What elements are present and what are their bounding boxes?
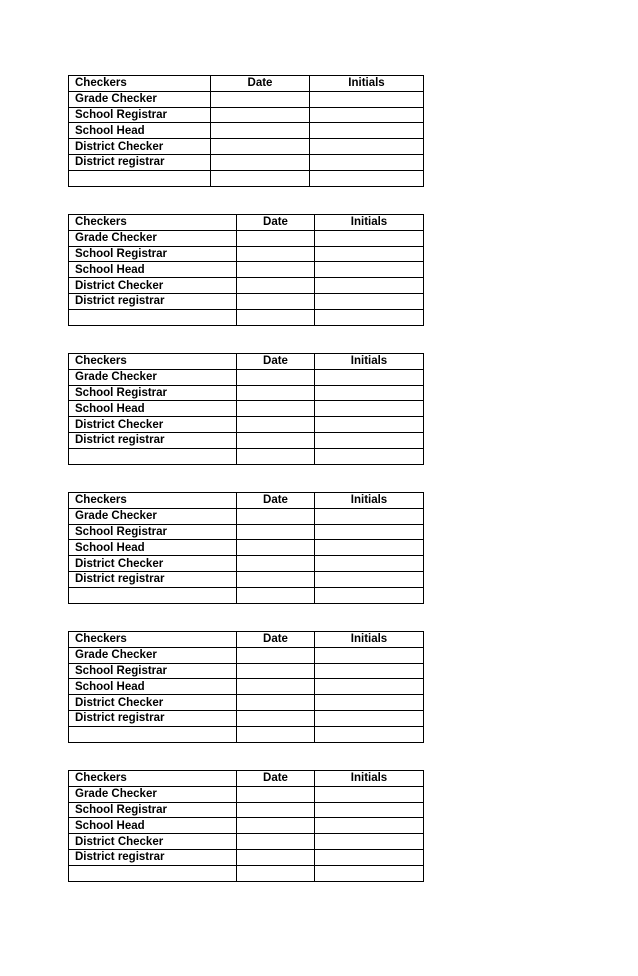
table-row (69, 679, 424, 695)
date-cell[interactable] (237, 432, 315, 448)
initials-cell[interactable] (315, 262, 424, 278)
table-row (69, 802, 424, 818)
initials-cell[interactable] (315, 448, 424, 464)
checker-label: District Checker (69, 834, 237, 850)
date-cell[interactable] (237, 385, 315, 401)
header-date: Date (237, 632, 315, 648)
table-row (69, 508, 424, 524)
checkers-table-6 (68, 770, 424, 882)
checkers-table-1 (68, 75, 424, 187)
table-row (69, 139, 424, 155)
date-cell[interactable] (237, 786, 315, 802)
date-cell[interactable] (211, 91, 310, 107)
header-initials: Initials (315, 493, 424, 509)
checker-label: Grade Checker (69, 647, 237, 663)
initials-cell[interactable] (315, 571, 424, 587)
checker-label: School Registrar (69, 385, 237, 401)
checker-label: Grade Checker (69, 230, 237, 246)
checkers-table-5 (68, 631, 424, 743)
date-cell[interactable] (237, 663, 315, 679)
table-row (69, 834, 424, 850)
table-row (69, 262, 424, 278)
checkers-table-3 (68, 353, 424, 465)
initials-cell[interactable] (315, 293, 424, 309)
date-cell[interactable] (237, 647, 315, 663)
date-cell[interactable] (211, 154, 310, 170)
table-header-row (69, 354, 424, 370)
initials-cell[interactable] (315, 524, 424, 540)
date-cell[interactable] (237, 571, 315, 587)
checkers-table-2 (68, 214, 424, 326)
table-row (69, 695, 424, 711)
table-row (69, 123, 424, 139)
initials-cell[interactable] (315, 663, 424, 679)
table-row (69, 448, 424, 464)
checker-label: District Checker (69, 695, 237, 711)
table-row (69, 849, 424, 865)
date-cell[interactable] (211, 107, 310, 123)
date-cell[interactable] (237, 818, 315, 834)
table-row (69, 154, 424, 170)
header-checkers: Checkers (69, 354, 237, 370)
checker-label: District Checker (69, 556, 237, 572)
checker-label: District registrar (69, 293, 237, 309)
date-cell[interactable] (237, 448, 315, 464)
table-row (69, 524, 424, 540)
table-row (69, 369, 424, 385)
checker-label: District registrar (69, 154, 211, 170)
table-header-row (69, 215, 424, 231)
initials-cell[interactable] (310, 154, 424, 170)
date-cell[interactable] (211, 123, 310, 139)
date-cell[interactable] (237, 695, 315, 711)
checker-label (69, 587, 237, 603)
initials-cell[interactable] (315, 230, 424, 246)
initials-cell[interactable] (310, 123, 424, 139)
checker-label: Grade Checker (69, 91, 211, 107)
initials-cell[interactable] (315, 401, 424, 417)
header-initials: Initials (315, 215, 424, 231)
table-row (69, 230, 424, 246)
checker-label (69, 309, 237, 325)
checker-label: Grade Checker (69, 786, 237, 802)
table-row (69, 556, 424, 572)
initials-cell[interactable] (315, 695, 424, 711)
table-row (69, 663, 424, 679)
checker-label: School Head (69, 401, 237, 417)
initials-cell[interactable] (315, 587, 424, 603)
date-cell[interactable] (237, 262, 315, 278)
checker-label: School Head (69, 818, 237, 834)
date-cell[interactable] (237, 417, 315, 433)
table-row (69, 818, 424, 834)
header-initials: Initials (315, 632, 424, 648)
table-row (69, 710, 424, 726)
table-row (69, 278, 424, 294)
header-checkers: Checkers (69, 493, 237, 509)
checker-label: Grade Checker (69, 369, 237, 385)
table-row (69, 587, 424, 603)
header-date: Date (211, 76, 310, 92)
header-date: Date (237, 354, 315, 370)
checker-label: School Registrar (69, 524, 237, 540)
initials-cell[interactable] (315, 540, 424, 556)
checker-label: Grade Checker (69, 508, 237, 524)
checker-label: School Head (69, 123, 211, 139)
initials-cell[interactable] (310, 107, 424, 123)
initials-cell[interactable] (315, 309, 424, 325)
table-row (69, 726, 424, 742)
checker-label: School Head (69, 679, 237, 695)
table-header-row (69, 632, 424, 648)
table-row (69, 309, 424, 325)
date-cell[interactable] (237, 508, 315, 524)
initials-cell[interactable] (315, 786, 424, 802)
date-cell[interactable] (237, 726, 315, 742)
table-row (69, 432, 424, 448)
date-cell[interactable] (237, 369, 315, 385)
initials-cell[interactable] (310, 139, 424, 155)
table-row (69, 417, 424, 433)
date-cell[interactable] (237, 309, 315, 325)
initials-cell[interactable] (315, 834, 424, 850)
checker-label: School Registrar (69, 246, 237, 262)
checker-label: District registrar (69, 849, 237, 865)
table-row (69, 571, 424, 587)
date-cell[interactable] (237, 802, 315, 818)
initials-cell[interactable] (315, 385, 424, 401)
checker-label (69, 726, 237, 742)
date-cell[interactable] (237, 230, 315, 246)
initials-cell[interactable] (315, 647, 424, 663)
date-cell[interactable] (237, 849, 315, 865)
checker-label: School Registrar (69, 663, 237, 679)
checker-label: District Checker (69, 417, 237, 433)
initials-cell[interactable] (315, 556, 424, 572)
header-date: Date (237, 771, 315, 787)
checker-label: School Head (69, 262, 237, 278)
date-cell[interactable] (237, 246, 315, 262)
checker-label: School Registrar (69, 802, 237, 818)
date-cell[interactable] (237, 587, 315, 603)
table-header-row (69, 76, 424, 92)
checker-label: District registrar (69, 571, 237, 587)
initials-cell[interactable] (315, 818, 424, 834)
date-cell[interactable] (237, 679, 315, 695)
table-header-row (69, 493, 424, 509)
initials-cell[interactable] (315, 679, 424, 695)
table-row (69, 91, 424, 107)
checker-label (69, 865, 237, 881)
table-row (69, 170, 424, 186)
table-row (69, 786, 424, 802)
table-row (69, 385, 424, 401)
initials-cell[interactable] (315, 849, 424, 865)
checker-label (69, 170, 211, 186)
checker-label: District Checker (69, 139, 211, 155)
date-cell[interactable] (237, 293, 315, 309)
header-checkers: Checkers (69, 632, 237, 648)
date-cell[interactable] (237, 834, 315, 850)
initials-cell[interactable] (315, 710, 424, 726)
header-initials: Initials (315, 771, 424, 787)
table-row (69, 293, 424, 309)
initials-cell[interactable] (315, 417, 424, 433)
initials-cell[interactable] (310, 91, 424, 107)
initials-cell[interactable] (315, 432, 424, 448)
initials-cell[interactable] (315, 865, 424, 881)
header-checkers: Checkers (69, 771, 237, 787)
date-cell[interactable] (237, 865, 315, 881)
date-cell[interactable] (211, 139, 310, 155)
date-cell[interactable] (237, 540, 315, 556)
header-initials: Initials (315, 354, 424, 370)
date-cell[interactable] (237, 278, 315, 294)
table-row (69, 540, 424, 556)
checker-label (69, 448, 237, 464)
checker-label: School Head (69, 540, 237, 556)
initials-cell[interactable] (315, 246, 424, 262)
header-date: Date (237, 215, 315, 231)
initials-cell[interactable] (315, 802, 424, 818)
header-initials: Initials (310, 76, 424, 92)
date-cell[interactable] (211, 170, 310, 186)
initials-cell[interactable] (310, 170, 424, 186)
initials-cell[interactable] (315, 726, 424, 742)
checkers-table-4 (68, 492, 424, 604)
header-checkers: Checkers (69, 76, 211, 92)
checker-label: District Checker (69, 278, 237, 294)
table-row (69, 107, 424, 123)
initials-cell[interactable] (315, 369, 424, 385)
checker-label: School Registrar (69, 107, 211, 123)
initials-cell[interactable] (315, 508, 424, 524)
table-row (69, 865, 424, 881)
table-row (69, 246, 424, 262)
date-cell[interactable] (237, 710, 315, 726)
checker-label: District registrar (69, 710, 237, 726)
date-cell[interactable] (237, 556, 315, 572)
header-checkers: Checkers (69, 215, 237, 231)
table-row (69, 401, 424, 417)
header-date: Date (237, 493, 315, 509)
table-row (69, 647, 424, 663)
initials-cell[interactable] (315, 278, 424, 294)
checker-label: District registrar (69, 432, 237, 448)
date-cell[interactable] (237, 401, 315, 417)
table-header-row (69, 771, 424, 787)
date-cell[interactable] (237, 524, 315, 540)
